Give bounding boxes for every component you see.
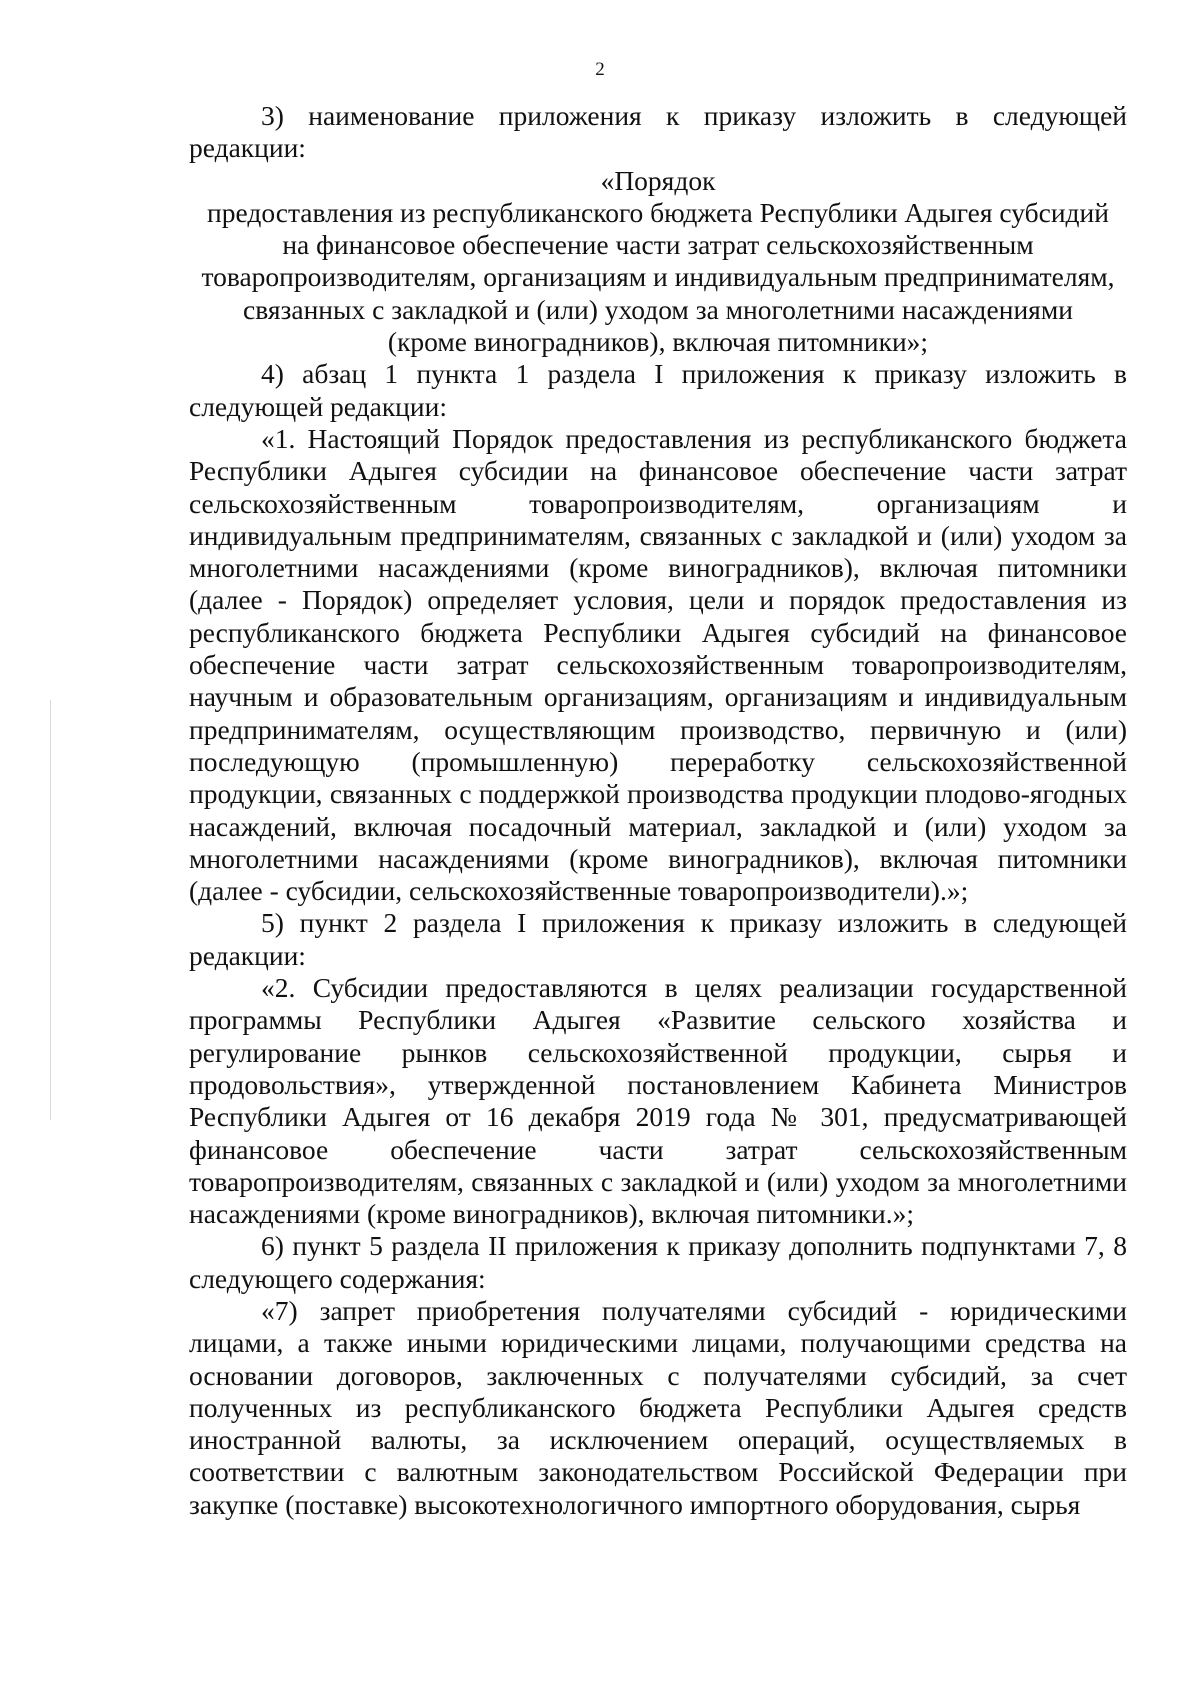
appendix-title-line: связанных с закладкой и (или) уходом за многолетними насаждениями xyxy=(243,293,1073,325)
paragraph-quote-7: «7) запрет приобретения получателями субсидий - юридическими лицами, а также иными юридическими лицами, получающими средства на основании договоров, заключенных с получателями субсидий, за счет полученных из республиканского бюджета Республики Адыгея средств иностранной валюты, за исключением операций, осуществляемых в соответствии с валютным законодательством Российской Федерации при закупке (поставке) высокотехнологичного импортного оборудования, сырья xyxy=(189,1294,1127,1520)
paragraph-quote-2: «2. Субсидии предоставляются в целях реализации государственной программы Республики Адыгея «Развитие сельского хозяйства и регулирование рынков сельскохозяйственной продукции, сырья и продовольствия», утвержденной постановлением Кабинета Министров Республики Адыгея от 16 декабря 2019 года № 301, предусматривающей финансовое обеспечение части затрат сельскохозяйственным товаропроизводителям, связанных с закладкой и (или) уходом за многолетними насаждениями (кроме виноградников), включая питомники.»; xyxy=(189,972,1127,1230)
document-body xyxy=(189,100,1127,1521)
paragraph-quote-1: «1. Настоящий Порядок предоставления из республиканского бюджета Республики Адыгея субсидии на финансовое обеспечение части затрат сельскохозяйственным товаропроизводителям, организациям и индивидуальным предпринимателям, связанных с закладкой и (или) уходом за многолетними насаждениями (кроме виноградников), включая питомники (далее - Порядок) определяет условия, цели и порядок предоставления из республиканского бюджета Республики Адыгея субсидий на финансовое обеспечение части затрат сельскохозяйственным товаропроизводителям, научным и образовательным организациям, организациям и индивидуальным предпринимателям, осуществляющим производство, первичную и (или) последующую (промышленную) переработку сельскохозяйственной продукции, связанных с поддержкой производства продукции плодово-ягодных насаждений, включая посадочный материал, закладкой и (или) уходом за многолетними насаждениями (кроме виноградников), включая питомники (далее - субсидии, сельскохозяйственные товаропроизводители).»; xyxy=(189,422,1127,907)
appendix-title-line: предоставления из республиканского бюджета Республики Адыгея субсидий xyxy=(207,196,1109,228)
paragraph-item-3: 3) наименование приложения к приказу изложить в следующей редакции: xyxy=(189,100,1127,164)
appendix-title xyxy=(189,165,1127,359)
paragraph-item-6: 6) пункт 5 раздела II приложения к приказу дополнить подпунктами 7, 8 следующего содержания: xyxy=(189,1230,1127,1294)
appendix-title-line: «Порядок xyxy=(600,164,716,196)
appendix-title-line: на финансовое обеспечение части затрат сельскохозяйственным xyxy=(282,229,1034,261)
scan-margin-line xyxy=(50,700,51,1120)
paragraph-item-4: 4) абзац 1 пункта 1 раздела I приложения к приказу изложить в следующей редакции: xyxy=(189,358,1127,422)
paragraph-item-5: 5) пункт 2 раздела I приложения к приказу изложить в следующей редакции: xyxy=(189,907,1127,971)
appendix-title-line: товаропроизводителям, организациям и индивидуальным предпринимателям, xyxy=(201,261,1115,293)
appendix-title-line: (кроме виноградников), включая питомники»; xyxy=(387,326,929,358)
page-number: 2 xyxy=(595,59,605,80)
